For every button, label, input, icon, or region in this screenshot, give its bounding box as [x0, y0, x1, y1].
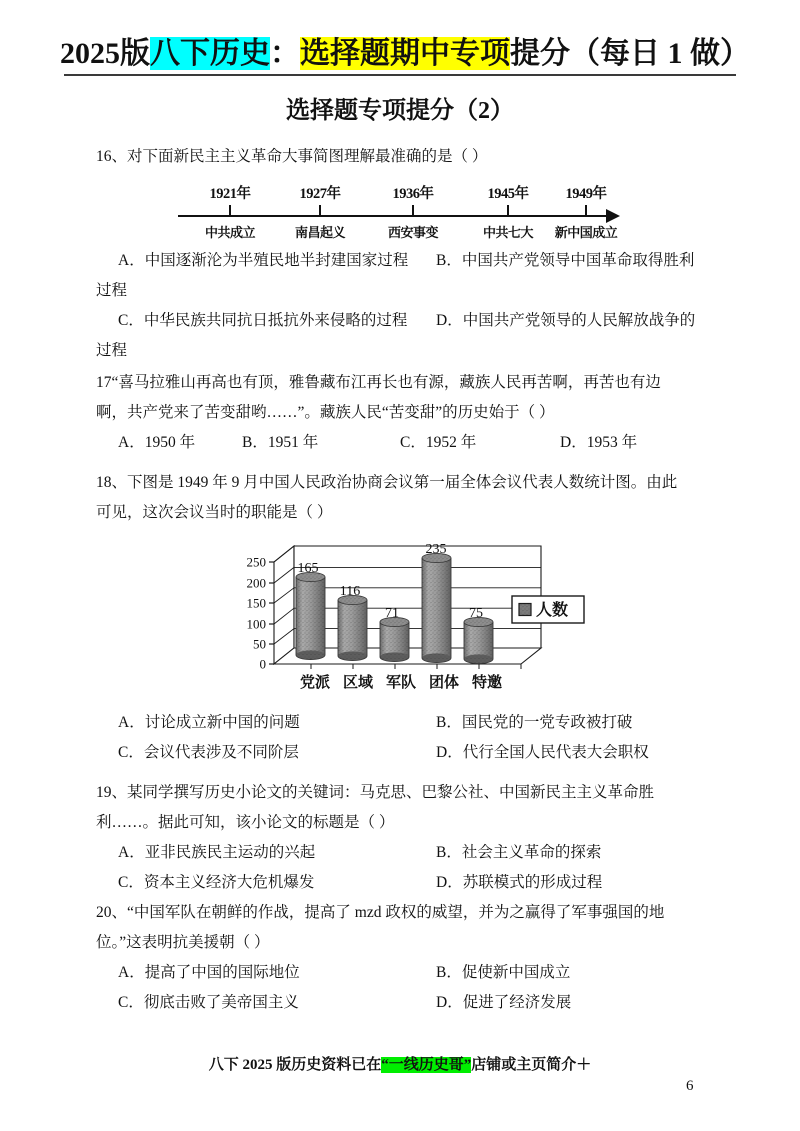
timeline-node-2-label: 南昌起义 — [294, 225, 345, 240]
question-17-number: 17 — [96, 374, 112, 391]
timeline-node-2-tick — [319, 205, 321, 216]
question-18-text-1: 下图是 1949 年 9 月中国人民政治协商会议第一届全体会议代表人数统计图。由此 — [127, 474, 678, 491]
question-17-option-c: C．1952 年 — [400, 434, 477, 451]
chart-ytick-0: 0 — [259, 656, 266, 672]
timeline-node-1-tick — [229, 205, 231, 216]
question-19-stem-line-1 — [96, 778, 728, 808]
question-18-stem-line-1 — [96, 468, 728, 498]
question-18-stem-line-2: 可见，这次会议当时的职能是（ ） — [96, 504, 333, 521]
chart-ytick-50: 50 — [253, 636, 266, 652]
question-19-option-c: C．资本主义经济大危机爆发 — [118, 874, 315, 891]
question-16-number: 16、 — [96, 148, 128, 165]
timeline-node-5 — [540, 182, 632, 241]
page-number: 6 — [686, 1078, 694, 1094]
chart-datalabel-0: 165 — [297, 561, 319, 576]
chart-datalabel-3: 235 — [425, 542, 447, 557]
question-20-option-d: D．促进了经济发展 — [436, 994, 572, 1011]
chart-datalabel-1: 116 — [339, 584, 361, 599]
title-divider — [64, 74, 736, 76]
timeline-node-3-tick — [412, 205, 414, 216]
main-title — [60, 36, 750, 72]
timeline-node-2 — [274, 182, 366, 241]
question-16-stem — [96, 142, 728, 172]
question-17 — [96, 368, 728, 458]
question-20-text-1: “中国军队在朝鲜的作战，提高了 mzd 政权的威望，并为之赢得了军事强国的地 — [127, 904, 665, 921]
question-17-text-1: “喜马拉雅山再高也有顶，雅鲁藏布江再长也有源，藏族人民再苦啊，再苦也有边 — [111, 374, 661, 391]
chart-ytick-150: 150 — [246, 595, 266, 611]
timeline-node-3-year: 1936年 — [392, 186, 434, 202]
question-16-option-a: A．中国逐渐沦为半殖民地半封建国家过程 — [118, 252, 409, 269]
question-17-stem-line-1 — [96, 368, 728, 398]
question-19-option-b: B．社会主义革命的探索 — [436, 844, 602, 861]
question-16-option-b-cont: 过程 — [96, 282, 128, 299]
question-16-option-row-1 — [118, 246, 728, 276]
title-colon: ： — [270, 37, 300, 70]
question-20-option-row-1 — [118, 958, 728, 988]
page-footer — [0, 1053, 800, 1074]
question-19-option-d: D．苏联模式的形成过程 — [436, 874, 603, 891]
question-20 — [96, 898, 728, 1018]
timeline-node-4-label: 中共七大 — [482, 225, 533, 240]
timeline-node-3 — [367, 182, 459, 241]
question-19-option-a: A．亚非民族民主运动的兴起 — [118, 844, 316, 861]
question-19-stem-line-2: 利……。据此可知，该小论文的标题是（ ） — [96, 814, 395, 831]
chart-category-2: 军队 — [385, 675, 417, 691]
title-tail: 提分（每日 1 做） — [510, 37, 750, 70]
question-18-number: 18、 — [96, 474, 128, 491]
question-16-option-c: C．中华民族共同抗日抵抗外来侵略的过程 — [118, 312, 408, 329]
timeline-node-4-year: 1945年 — [487, 186, 529, 202]
chart-bar-4 — [464, 617, 493, 663]
timeline-diagram — [178, 182, 638, 244]
question-17-option-b: B．1951 年 — [242, 434, 319, 451]
title-highlight-yellow: 选择题期中专项 — [300, 37, 510, 70]
timeline-node-5-label: 新中国成立 — [554, 225, 618, 240]
chart-datalabel-2: 71 — [385, 606, 399, 621]
question-17-stem-line-2: 啊，共产党来了苦变甜哟……”。藏族人民“苦变甜”的历史始于（ ） — [96, 404, 555, 421]
question-20-stem-line-1 — [96, 898, 728, 928]
chart-category-4: 特邀 — [471, 675, 503, 691]
page-subtitle: 选择题专项提分（2） — [286, 98, 514, 124]
timeline-node-3-label: 西安事变 — [387, 225, 438, 240]
question-16-option-row-2 — [118, 306, 728, 336]
question-16-option-d-cont: 过程 — [96, 342, 128, 359]
title-highlight-cyan: 八下历史 — [150, 37, 270, 70]
question-19 — [96, 778, 728, 898]
title-ban: 版 — [120, 37, 150, 70]
bar-chart — [216, 540, 596, 700]
question-18-option-c: C．会议代表涉及不同阶层 — [118, 744, 299, 761]
question-20-number: 20、 — [96, 904, 128, 921]
chart-bar-0 — [296, 572, 325, 659]
question-18-option-b: B．国民党的一党专政被打破 — [436, 714, 633, 731]
question-17-option-d: D．1953 年 — [560, 434, 638, 451]
question-18-option-row-1 — [118, 708, 728, 738]
question-18 — [96, 468, 728, 528]
timeline-node-2-year: 1927年 — [299, 186, 341, 202]
question-18-option-d: D．代行全国人民代表大会职权 — [436, 744, 649, 761]
question-19-option-row-1 — [118, 838, 728, 868]
question-19-option-row-2 — [118, 868, 728, 898]
chart-category-1: 区域 — [342, 675, 374, 691]
timeline-node-5-year: 1949年 — [565, 186, 607, 202]
chart-ytick-200: 200 — [246, 575, 266, 591]
timeline-node-5-tick — [585, 205, 587, 216]
question-20-stem-line-2: 位。”这表明抗美援朝（ ） — [96, 934, 270, 951]
question-16 — [96, 142, 728, 172]
chart-category-3: 团体 — [428, 675, 460, 691]
question-18-option-a: A．讨论成立新中国的问题 — [118, 714, 300, 731]
chart-bar-3 — [422, 553, 451, 662]
footer-shop-highlight: “一线历史哥” — [381, 1057, 472, 1073]
question-19-number: 19、 — [96, 784, 128, 801]
footer-text-after: 店铺或主页简介＋ — [471, 1057, 592, 1073]
title-year: 2025 — [60, 37, 120, 70]
question-16-options — [96, 246, 728, 366]
question-18-option-row-2 — [118, 738, 728, 768]
timeline-node-1-year: 1921年 — [209, 186, 251, 202]
question-16-option-d: D．中国共产党领导的人民解放战争的 — [436, 312, 696, 329]
chart-datalabel-4: 75 — [469, 606, 483, 621]
question-19-text-1: 某同学撰写历史小论文的关键词：马克思、巴黎公社、中国新民主主义革命胜 — [127, 784, 655, 801]
timeline-node-1-label: 中共成立 — [204, 225, 255, 240]
chart-ytick-250: 250 — [246, 554, 266, 570]
question-17-option-row — [118, 428, 728, 458]
chart-category-0: 党派 — [299, 675, 331, 691]
question-18-options — [96, 708, 728, 768]
chart-ytick-100: 100 — [246, 616, 266, 632]
footer-text-before: 八下 2025 版历史资料已在 — [208, 1057, 382, 1073]
question-20-option-c: C．彻底击败了美帝国主义 — [118, 994, 299, 1011]
question-20-option-a: A．提高了中国的国际地位 — [118, 964, 300, 981]
question-17-option-a: A．1950 年 — [118, 434, 196, 451]
chart-bar-1 — [338, 595, 367, 660]
question-16-option-b: B．中国共产党领导中国革命取得胜利 — [436, 252, 695, 269]
question-20-option-b: B．促使新中国成立 — [436, 964, 571, 981]
chart-legend — [512, 596, 584, 623]
page-header — [60, 36, 750, 125]
question-16-text: 对下面新民主主义革命大事简图理解最准确的是（ ） — [127, 148, 488, 165]
question-20-option-row-2 — [118, 988, 728, 1018]
timeline-node-1 — [184, 182, 276, 241]
chart-legend-label: 人数 — [536, 602, 569, 619]
timeline-node-4-tick — [507, 205, 509, 216]
chart-bar-2 — [380, 617, 409, 661]
